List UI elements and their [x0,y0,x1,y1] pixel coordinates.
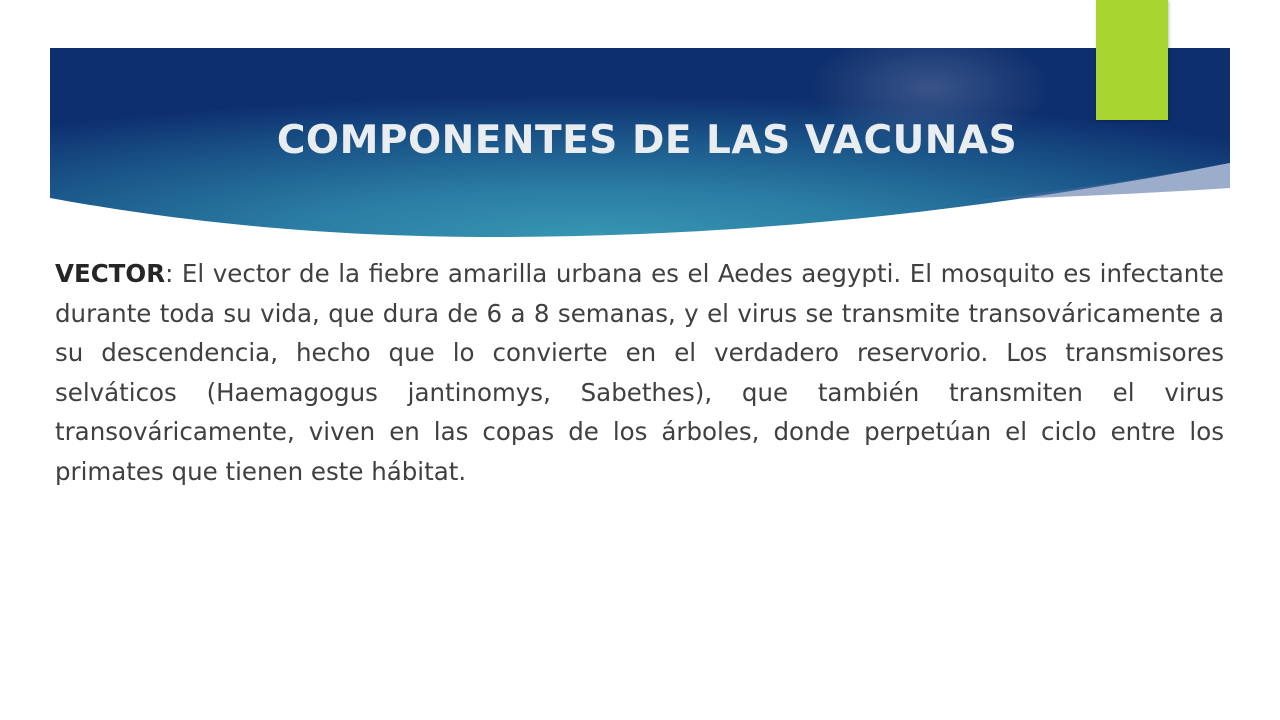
vector-description: El vector de la fiebre amarilla urbana es el Aedes aegypti. El mosquito es infectante durante toda su vida, que dura de 6 a 8 semanas, y el virus se transmite transováricamente a su descendencia, hecho que lo convierte en el verdadero reservorio. Los transmisores selváticos (Haemagogus jantinomys, Sabethes), que también transmiten el virus transováricamente, viven en las copas de los árboles, donde perpetúan el ciclo entre los primates que tienen este hábitat. [55,259,1225,486]
body-paragraph [55,254,1224,491]
term-separator: : [165,259,182,288]
vector-term: VECTOR [55,259,166,288]
slide-title: COMPONENTES DE LAS VACUNAS [276,118,1018,163]
accent-bar [1096,0,1168,120]
